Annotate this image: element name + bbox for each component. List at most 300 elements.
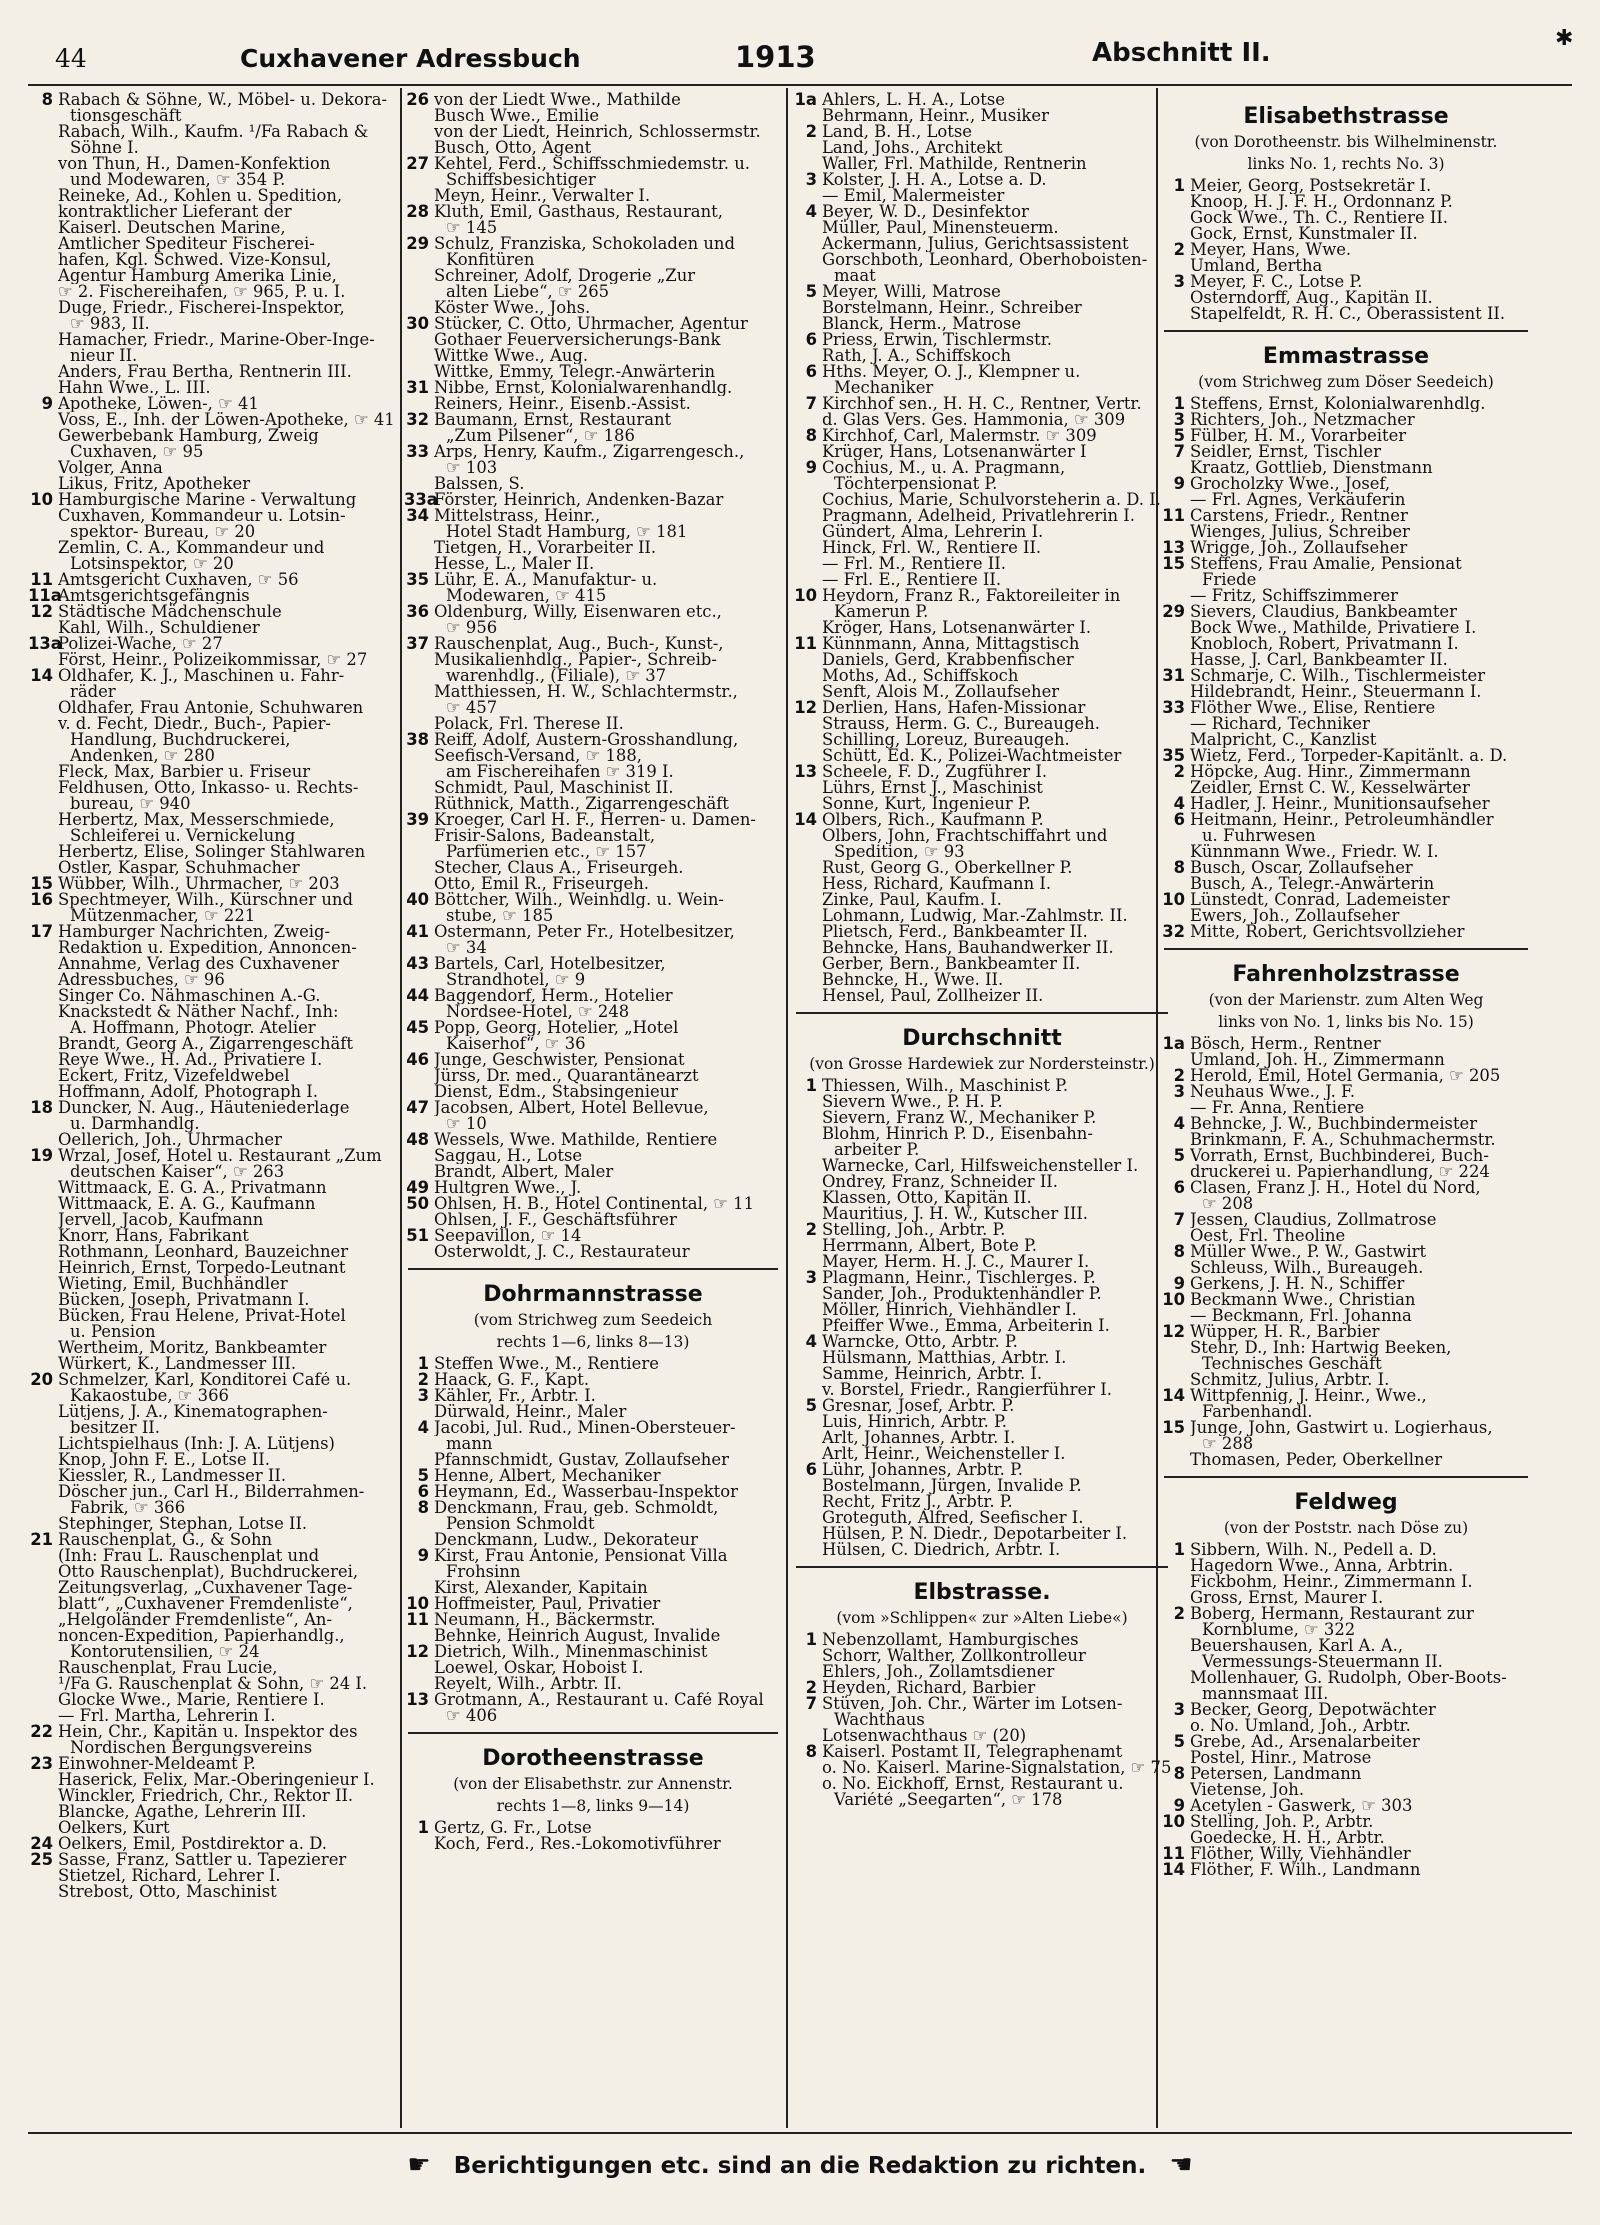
directory-entry bbox=[792, 748, 1172, 764]
directory-entry bbox=[1160, 1308, 1532, 1324]
entry-text: Anders, Frau Bertha, Rentnerin III. bbox=[58, 364, 352, 380]
directory-entry bbox=[1160, 1260, 1532, 1276]
directory-entry bbox=[28, 1580, 400, 1596]
house-number: 10 bbox=[1162, 1292, 1185, 1308]
entry-text: Sonne, Kurt, Ingenieur P. bbox=[822, 796, 1031, 812]
directory-entry bbox=[792, 1478, 1172, 1494]
directory-entry bbox=[28, 716, 400, 732]
directory-entry bbox=[792, 1238, 1172, 1254]
house-number bbox=[28, 188, 58, 204]
house-number bbox=[404, 796, 434, 812]
house-number bbox=[1160, 1100, 1190, 1116]
house-number bbox=[792, 652, 822, 668]
directory-entry bbox=[404, 1148, 782, 1164]
house-number bbox=[28, 1244, 58, 1260]
house-number: 51 bbox=[406, 1228, 429, 1244]
entry-text: Glocke Wwe., Marie, Rentiere I. bbox=[58, 1692, 325, 1708]
directory-entry bbox=[1160, 908, 1532, 924]
entry-text: Behncke, H., Wwe. II. bbox=[822, 972, 1004, 988]
house-number bbox=[792, 1094, 822, 1110]
street-description: (von Grosse Hardewiek zur Nordersteinstr.) bbox=[809, 1055, 1155, 1073]
directory-entry bbox=[28, 572, 400, 588]
directory-entry bbox=[1160, 1782, 1532, 1798]
house-number: 14 bbox=[1162, 1862, 1185, 1878]
directory-entry bbox=[404, 476, 782, 492]
directory-entry bbox=[28, 1356, 400, 1372]
house-number: 6 bbox=[805, 364, 817, 380]
house-number bbox=[792, 1728, 822, 1744]
directory-entry bbox=[28, 1100, 400, 1116]
directory-entry bbox=[792, 1648, 1172, 1664]
entry-text: Mauritius, J. H. W., Kutscher III. bbox=[822, 1206, 1089, 1222]
entry-text: Wittmaack, E. A. G., Kaufmann bbox=[58, 1196, 316, 1212]
directory-entry bbox=[792, 1206, 1172, 1222]
house-number: 44 bbox=[406, 988, 429, 1004]
entry-text: Moths, Ad., Schiffskoch bbox=[822, 668, 1019, 684]
house-number: 6 bbox=[1173, 1180, 1185, 1196]
house-number: 38 bbox=[406, 732, 429, 748]
entry-text: Otto Rauschenplat), Buchdruckerei, bbox=[58, 1564, 359, 1580]
house-number bbox=[792, 1542, 822, 1558]
directory-entry bbox=[792, 1760, 1172, 1776]
house-number: 8 bbox=[1173, 1766, 1185, 1782]
entry-text: Strauss, Herm. G. C., Bureaugeh. bbox=[822, 716, 1100, 732]
directory-entry bbox=[404, 1500, 782, 1516]
entry-text: Kaiserl. Deutschen Marine, bbox=[58, 220, 286, 236]
house-number: 7 bbox=[805, 1696, 817, 1712]
house-number bbox=[792, 1206, 822, 1222]
house-number: 15 bbox=[1162, 1420, 1185, 1436]
entry-text: Kaiserhof“, ☞ 36 bbox=[446, 1036, 586, 1052]
street-description: rechts 1—6, links 8—13) bbox=[496, 1333, 690, 1351]
entry-text: Richters, Joh., Netzmacher bbox=[1190, 412, 1415, 428]
house-number bbox=[28, 684, 58, 700]
entry-text: Amtsgericht Cuxhaven, ☞ 56 bbox=[58, 572, 299, 588]
house-number bbox=[792, 1478, 822, 1494]
house-number: 8 bbox=[1173, 860, 1185, 876]
house-number bbox=[404, 1532, 434, 1548]
house-number: 13 bbox=[794, 764, 817, 780]
directory-entry bbox=[1160, 1452, 1532, 1468]
house-number bbox=[28, 524, 58, 540]
house-number bbox=[1160, 226, 1190, 242]
house-number bbox=[404, 876, 434, 892]
entry-text: Zemlin, C. A., Kommandeur und bbox=[58, 540, 325, 556]
directory-entry bbox=[1160, 1606, 1532, 1622]
directory-entry bbox=[792, 764, 1172, 780]
directory-entry bbox=[1160, 194, 1532, 210]
entry-text: Seefisch-Versand, ☞ 188, bbox=[434, 748, 642, 764]
entry-text: Behncke, J. W., Buchbindermeister bbox=[1190, 1116, 1478, 1132]
entry-text: Brinkmann, F. A., Schuhmachermstr. bbox=[1190, 1132, 1496, 1148]
directory-entry bbox=[404, 348, 782, 364]
hand-pointing-icon: ☛ bbox=[407, 2150, 431, 2180]
directory-entry bbox=[28, 1836, 400, 1852]
house-number bbox=[1160, 1452, 1190, 1468]
house-number bbox=[792, 1664, 822, 1680]
directory-entry bbox=[28, 1340, 400, 1356]
house-number bbox=[404, 1564, 434, 1580]
house-number bbox=[1160, 844, 1190, 860]
entry-text: Haserick, Felix, Mar.-Oberingenieur I. bbox=[58, 1772, 375, 1788]
entry-text: Pfannschmidt, Gustav, Zollaufseher bbox=[434, 1452, 729, 1468]
directory-entry bbox=[1160, 1292, 1532, 1308]
section-divider bbox=[408, 1268, 778, 1270]
house-number: 1a bbox=[794, 92, 817, 108]
directory-entry bbox=[1160, 540, 1532, 556]
directory-entry bbox=[28, 204, 400, 220]
entry-text: Schmelzer, Karl, Konditorei Café u. bbox=[58, 1372, 352, 1388]
directory-entry bbox=[28, 252, 400, 268]
directory-entry bbox=[1160, 1830, 1532, 1846]
entry-text: Oldenburg, Willy, Eisenwaren etc., bbox=[434, 604, 722, 620]
entry-text: Zeidler, Ernst C. W., Kesselwärter bbox=[1190, 780, 1470, 796]
house-number bbox=[1160, 1196, 1190, 1212]
entry-text: u. Fuhrwesen bbox=[1202, 828, 1316, 844]
directory-entry bbox=[792, 1430, 1172, 1446]
house-number bbox=[792, 1446, 822, 1462]
house-number bbox=[1160, 524, 1190, 540]
directory-entry bbox=[1160, 1388, 1532, 1404]
directory-entry bbox=[404, 412, 782, 428]
directory-entry bbox=[404, 460, 782, 476]
directory-entry bbox=[28, 796, 400, 812]
directory-entry bbox=[28, 108, 400, 124]
entry-text: Osterwoldt, J. C., Restaurateur bbox=[434, 1244, 690, 1260]
entry-text: Kakaostube, ☞ 366 bbox=[70, 1388, 229, 1404]
house-number: 9 bbox=[805, 460, 817, 476]
street-description: (vom Strichweg zum Döser Seedeich) bbox=[1198, 373, 1494, 391]
house-number bbox=[28, 556, 58, 572]
directory-entry bbox=[404, 1708, 782, 1724]
directory-entry bbox=[28, 332, 400, 348]
house-number bbox=[28, 508, 58, 524]
directory-entry bbox=[28, 1532, 400, 1548]
entry-text: bureau, ☞ 940 bbox=[70, 796, 191, 812]
entry-text: Gerber, Bern., Bankbeamter II. bbox=[822, 956, 1081, 972]
house-number: 10 bbox=[30, 492, 53, 508]
entry-text: Köster Wwe., Johs. bbox=[434, 300, 591, 316]
entry-text: Möller, Hinrich, Viehhändler I. bbox=[822, 1302, 1077, 1318]
house-number: 47 bbox=[406, 1100, 429, 1116]
house-number: 2 bbox=[805, 1222, 817, 1238]
entry-text: Gorschboth, Leonhard, Oberhoboisten- bbox=[822, 252, 1148, 268]
house-number bbox=[792, 716, 822, 732]
entry-text: spektor- Bureau, ☞ 20 bbox=[70, 524, 256, 540]
house-number: 7 bbox=[1173, 444, 1185, 460]
entry-text: Sievers, Claudius, Bankbeamter bbox=[1190, 604, 1457, 620]
entry-text: Stücker, C. Otto, Uhrmacher, Agentur bbox=[434, 316, 748, 332]
house-number: 16 bbox=[30, 892, 53, 908]
entry-text: von Thun, H., Damen-Konfektion bbox=[58, 156, 331, 172]
directory-entry bbox=[1160, 1718, 1532, 1734]
house-number bbox=[792, 620, 822, 636]
directory-entry bbox=[404, 588, 782, 604]
house-number bbox=[1160, 1260, 1190, 1276]
entry-text: Stüven, Joh. Chr., Wärter im Lotsen- bbox=[822, 1696, 1123, 1712]
directory-entry bbox=[792, 780, 1172, 796]
house-number: 10 bbox=[1162, 1814, 1185, 1830]
entry-text: Flöther, F. Wilh., Landmann bbox=[1190, 1862, 1421, 1878]
directory-entry bbox=[404, 1628, 782, 1644]
house-number: 9 bbox=[417, 1548, 429, 1564]
entry-text: Amtlicher Spediteur Fischerei- bbox=[58, 236, 315, 252]
house-number bbox=[404, 588, 434, 604]
house-number bbox=[28, 1868, 58, 1884]
directory-entry bbox=[792, 1462, 1172, 1478]
directory-entry bbox=[404, 812, 782, 828]
entry-text: Haack, G. F., Kapt. bbox=[434, 1372, 590, 1388]
house-number bbox=[792, 1174, 822, 1190]
house-number bbox=[28, 1804, 58, 1820]
directory-entry bbox=[404, 428, 782, 444]
directory-entry bbox=[1160, 1702, 1532, 1718]
house-number bbox=[28, 380, 58, 396]
street-description: (vom »Schlippen« zur »Alten Liebe«) bbox=[836, 1609, 1128, 1627]
directory-entry bbox=[792, 508, 1172, 524]
entry-text: Kamerun P. bbox=[834, 604, 929, 620]
entry-text: Arlt, Johannes, Arbtr. I. bbox=[822, 1430, 1016, 1446]
directory-entry bbox=[28, 1164, 400, 1180]
house-number bbox=[1160, 1638, 1190, 1654]
entry-text: Ondrey, Franz, Schneider II. bbox=[822, 1174, 1058, 1190]
house-number bbox=[1160, 1686, 1190, 1702]
directory-entry bbox=[28, 428, 400, 444]
house-number bbox=[792, 1792, 822, 1808]
street-description: rechts 1—8, links 9—14) bbox=[496, 1797, 690, 1815]
directory-entry bbox=[404, 956, 782, 972]
directory-entry bbox=[28, 1724, 400, 1740]
entry-text: Wrzal, Josef, Hotel u. Restaurant „Zum bbox=[58, 1148, 382, 1164]
directory-entry bbox=[1160, 226, 1532, 242]
house-number bbox=[404, 1036, 434, 1052]
directory-entry bbox=[404, 540, 782, 556]
entry-text: Krüger, Hans, Lotsenanwärter I bbox=[822, 444, 1087, 460]
directory-entry bbox=[1160, 1116, 1532, 1132]
house-number bbox=[1160, 1830, 1190, 1846]
directory-entry bbox=[792, 1302, 1172, 1318]
directory-entry bbox=[792, 492, 1172, 508]
entry-text: Agentur Hamburg Amerika Linie, bbox=[58, 268, 337, 284]
entry-text: Städtische Mädchenschule bbox=[58, 604, 282, 620]
entry-text: Seepavillon, ☞ 14 bbox=[434, 1228, 582, 1244]
entry-text: Bösch, Herm., Rentner bbox=[1190, 1036, 1381, 1052]
entry-text: Sievern, Franz W., Mechaniker P. bbox=[822, 1110, 1097, 1126]
page-footer bbox=[0, 2150, 1600, 2180]
entry-text: ☞ 288 bbox=[1202, 1436, 1254, 1452]
house-number bbox=[1160, 1340, 1190, 1356]
entry-text: Variété „Seegarten“, ☞ 178 bbox=[834, 1792, 1063, 1808]
house-number bbox=[404, 940, 434, 956]
entry-text: Herbertz, Max, Messerschmiede, bbox=[58, 812, 335, 828]
house-number: 1 bbox=[417, 1820, 429, 1836]
house-number: 31 bbox=[406, 380, 429, 396]
entry-text: Gresnar, Josef, Arbtr. P. bbox=[822, 1398, 1015, 1414]
house-number bbox=[28, 540, 58, 556]
directory-entry bbox=[404, 1596, 782, 1612]
directory-entry bbox=[1160, 764, 1532, 780]
house-number: 22 bbox=[30, 1724, 53, 1740]
house-number: 5 bbox=[417, 1468, 429, 1484]
entry-text: Neumann, H., Bäckermstr. bbox=[434, 1612, 656, 1628]
house-number bbox=[404, 1676, 434, 1692]
house-number bbox=[404, 1708, 434, 1724]
directory-entry bbox=[404, 1420, 782, 1436]
house-number bbox=[404, 524, 434, 540]
house-number: 12 bbox=[30, 604, 53, 620]
house-number bbox=[28, 940, 58, 956]
directory-entry bbox=[28, 604, 400, 620]
directory-entry bbox=[1160, 1196, 1532, 1212]
directory-entry bbox=[404, 268, 782, 284]
entry-text: „Helgoländer Fremdenliste“, An- bbox=[58, 1612, 333, 1628]
directory-entry bbox=[28, 540, 400, 556]
entry-text: Vietense, Joh. bbox=[1190, 1782, 1305, 1798]
directory-entry bbox=[28, 1084, 400, 1100]
directory-entry bbox=[404, 252, 782, 268]
directory-entry bbox=[28, 1868, 400, 1884]
house-number: 11 bbox=[30, 572, 53, 588]
house-number bbox=[28, 1068, 58, 1084]
directory-entry bbox=[792, 284, 1172, 300]
entry-text: Gewerbebank Hamburg, Zweig bbox=[58, 428, 319, 444]
directory-entry bbox=[792, 1190, 1172, 1206]
entry-text: Mechaniker bbox=[834, 380, 934, 396]
entry-text: Rath, J. A., Schiffskoch bbox=[822, 348, 1012, 364]
entry-text: Kehtel, Ferd., Schiffsschmiedemstr. u. bbox=[434, 156, 750, 172]
entry-text: Oldhafer, K. J., Maschinen u. Fahr- bbox=[58, 668, 345, 684]
house-number bbox=[404, 780, 434, 796]
house-number bbox=[28, 108, 58, 124]
house-number bbox=[1160, 1782, 1190, 1798]
house-number bbox=[404, 460, 434, 476]
house-number bbox=[28, 1308, 58, 1324]
entry-text: Plagmann, Heinr., Tischlerges. P. bbox=[822, 1270, 1096, 1286]
directory-entry bbox=[404, 732, 782, 748]
house-number: 6 bbox=[805, 1462, 817, 1478]
house-number bbox=[1160, 1718, 1190, 1734]
entry-text: nieur II. bbox=[70, 348, 138, 364]
entry-text: Stapelfeldt, R. H. C., Oberassistent II. bbox=[1190, 306, 1506, 322]
directory-entry bbox=[28, 844, 400, 860]
house-number bbox=[792, 1158, 822, 1174]
directory-entry bbox=[28, 1612, 400, 1628]
entry-text: Umland, Joh. H., Zimmermann bbox=[1190, 1052, 1445, 1068]
house-number bbox=[792, 1494, 822, 1510]
directory-entry bbox=[1160, 274, 1532, 290]
entry-text: Land, Johs., Architekt bbox=[822, 140, 1003, 156]
year: 1913 bbox=[735, 40, 816, 74]
directory-entry bbox=[1160, 1654, 1532, 1670]
house-number bbox=[792, 140, 822, 156]
entry-text: Wietz, Ferd., Torpeder-Kapitänlt. a. D. bbox=[1190, 748, 1508, 764]
entry-text: tionsgeschäft bbox=[70, 108, 182, 124]
house-number bbox=[1160, 908, 1190, 924]
house-number: 2 bbox=[1173, 764, 1185, 780]
directory-entry bbox=[404, 796, 782, 812]
directory-entry bbox=[404, 1644, 782, 1660]
entry-text: Reiners, Heinr., Eisenb.-Assist. bbox=[434, 396, 691, 412]
directory-entry bbox=[1160, 242, 1532, 258]
street-description: links von No. 1, links bis No. 15) bbox=[1218, 1013, 1474, 1031]
directory-entry bbox=[1160, 1542, 1532, 1558]
directory-entry bbox=[1160, 684, 1532, 700]
directory-entry bbox=[1160, 620, 1532, 636]
entry-text: Duge, Friedr., Fischerei-Inspektor, bbox=[58, 300, 345, 316]
entry-text: Hotel Stadt Hamburg, ☞ 181 bbox=[446, 524, 688, 540]
entry-text: Postel, Hinr., Matrose bbox=[1190, 1750, 1372, 1766]
directory-entry bbox=[28, 284, 400, 300]
directory-entry bbox=[1160, 1356, 1532, 1372]
house-number bbox=[1160, 620, 1190, 636]
directory-entry bbox=[28, 940, 400, 956]
directory-entry bbox=[404, 156, 782, 172]
entry-text: alten Liebe“, ☞ 265 bbox=[446, 284, 610, 300]
house-number bbox=[404, 540, 434, 556]
entry-text: Friede bbox=[1202, 572, 1257, 588]
entry-text: Osterndorff, Aug., Kapitän II. bbox=[1190, 290, 1433, 306]
directory-entry bbox=[1160, 1276, 1532, 1292]
house-number bbox=[792, 1414, 822, 1430]
entry-text: Gock, Ernst, Kunstmaler II. bbox=[1190, 226, 1418, 242]
directory-entry bbox=[404, 988, 782, 1004]
entry-text: Kontorutensilien, ☞ 24 bbox=[70, 1644, 260, 1660]
house-number bbox=[404, 764, 434, 780]
house-number bbox=[1160, 194, 1190, 210]
entry-text: Winckler, Friedrich, Chr., Rektor II. bbox=[58, 1788, 354, 1804]
house-number bbox=[1160, 210, 1190, 226]
house-number bbox=[1160, 732, 1190, 748]
entry-text: Blohm, Hinrich P. D., Eisenbahn- bbox=[822, 1126, 1093, 1142]
house-number bbox=[404, 1628, 434, 1644]
entry-text: Schilling, Loreuz, Bureaugeh. bbox=[822, 732, 1070, 748]
house-number: 3 bbox=[1173, 412, 1185, 428]
directory-entry bbox=[792, 860, 1172, 876]
directory-entry bbox=[28, 684, 400, 700]
directory-entry bbox=[792, 892, 1172, 908]
house-number bbox=[28, 316, 58, 332]
entry-text: Wüpper, H. R., Barbier bbox=[1190, 1324, 1380, 1340]
entry-text: Schleiferei u. Vernickelung bbox=[70, 828, 296, 844]
house-number bbox=[792, 668, 822, 684]
directory-entry bbox=[1160, 732, 1532, 748]
directory-entry bbox=[1160, 396, 1532, 412]
directory-entry bbox=[28, 988, 400, 1004]
directory-entry bbox=[1160, 1686, 1532, 1702]
house-number bbox=[28, 1884, 58, 1900]
directory-entry bbox=[792, 332, 1172, 348]
entry-text: Mittelstrass, Heinr., bbox=[434, 508, 601, 524]
entry-text: Adressbuches, ☞ 96 bbox=[58, 972, 225, 988]
directory-entry bbox=[792, 1366, 1172, 1382]
entry-text: Tietgen, H., Vorarbeiter II. bbox=[434, 540, 657, 556]
house-number bbox=[28, 1516, 58, 1532]
directory-entry bbox=[28, 1036, 400, 1052]
entry-text: Kroeger, Carl H. F., Herren- u. Damen- bbox=[434, 812, 756, 828]
house-number bbox=[28, 844, 58, 860]
directory-entry bbox=[28, 364, 400, 380]
entry-text: Fülber, H. M., Vorarbeiter bbox=[1190, 428, 1407, 444]
entry-text: Dienst, Edm., Stabsingenieur bbox=[434, 1084, 679, 1100]
entry-text: Höpcke, Aug. Hinr., Zimmermann bbox=[1190, 764, 1471, 780]
directory-entry bbox=[404, 684, 782, 700]
entry-text: Bartels, Carl, Hotelbesitzer, bbox=[434, 956, 666, 972]
directory-entry bbox=[792, 812, 1172, 828]
entry-text: Töchterpensionat P. bbox=[834, 476, 998, 492]
directory-entry bbox=[28, 1772, 400, 1788]
page-number: 44 bbox=[55, 44, 87, 73]
directory-entry bbox=[28, 1692, 400, 1708]
